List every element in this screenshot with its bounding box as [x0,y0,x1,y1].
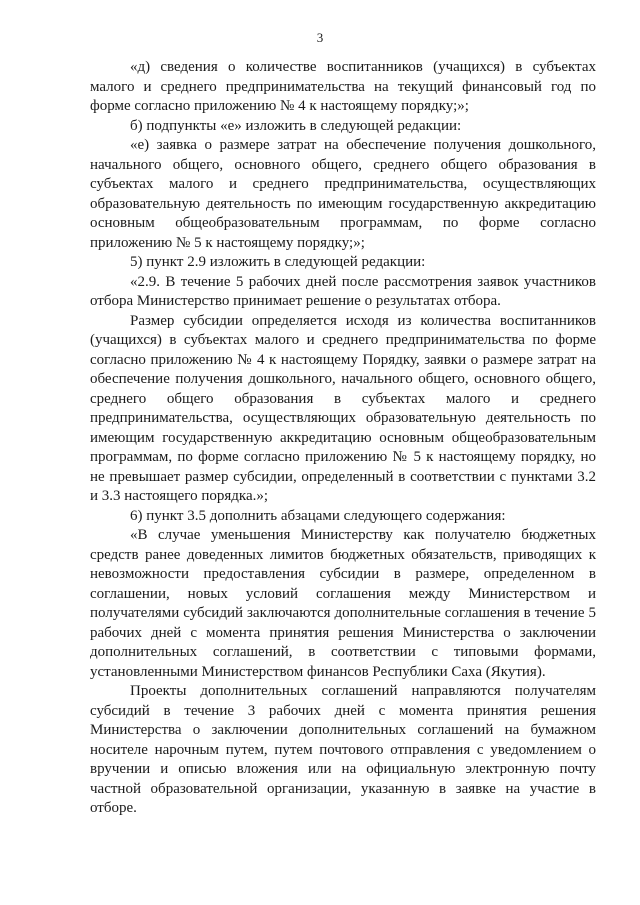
document-body [90,58,596,819]
paragraph-amend-e-intro: б) подпункты «е» изложить в следующей редакции: [130,117,462,134]
paragraph-amend-3-5-intro: 6) пункт 3.5 дополнить абзацами следующего содержания: [130,507,506,524]
paragraph-subitem-d: «д) сведения о количестве воспитанников (учащихся) в субъектах малого и среднего предпринимательства на текущий финансовый год по форме согласно приложению № 4 к настоящему порядку;»; [90,59,596,114]
paragraph-limits-reduction: «В случае уменьшения Министерству как получателю бюджетных средств ранее доведенных лимитов бюджетных обязательств, приводящих к невозможности предоставления субсидии в размере, определенном в соглашении, новых условий соглашения между Министерством и получателями субсидий заключаются дополнительные соглашения в течение 5 рабочих дней с момента принятия решения Министерства о заключении дополнительных соглашений, в соответствии с типовыми формами, установленными Министерством финансов Республики Саха (Якутия). [90,527,596,680]
paragraph-subsidy-size: Размер субсидии определяется исходя из количества воспитанников (учащихся) в субъектах малого и среднего предпринимательства по форме согласно приложению № 4 к настоящему Порядку, заявки о размере затрат на обеспечение получения дошкольного, начального общего, основного общего, среднего общего образования в субъектах малого и среднего предпринимательства, осуществляющих образовательную деятельность по имеющим государственную аккредитацию основным общеобразовательным программам, по форме согласно приложению № 5 к настоящему порядку, но не превышает размер субсидии, определенный в соответствии с пунктами 3.2 и 3.3 настоящего порядка.»; [90,312,596,504]
paragraph-subitem-e: «е) заявка о размере затрат на обеспечение получения дошкольного, начального общего, основного общего, среднего общего образования в субъектах малого и среднего предпринимательства, осуществляющих образовательную деятельность по имеющим государственную аккредитацию основным общеобразовательным программам, по форме согласно приложению № 5 к настоящему порядку;»; [90,137,596,251]
paragraph-clause-2-9: «2.9. В течение 5 рабочих дней после рассмотрения заявок участников отбора Министерство принимает решение о результатах отбора. [90,273,596,309]
paragraph-amend-2-9-intro: 5) пункт 2.9 изложить в следующей редакции: [130,254,426,270]
paragraph-draft-agreements: Проекты дополнительных соглашений направляются получателям субсидий в течение 3 рабочих дней с момента принятия решения Министерства о заключении дополнительных соглашений на бумажном носителе нарочным путем, путем почтового отправления с уведомлением о вручении и описью вложения или на официальную электронную почту частной образовательной организации, указанную в заявке на участие в отборе. [90,683,596,816]
page-number: 3 [316,30,324,45]
